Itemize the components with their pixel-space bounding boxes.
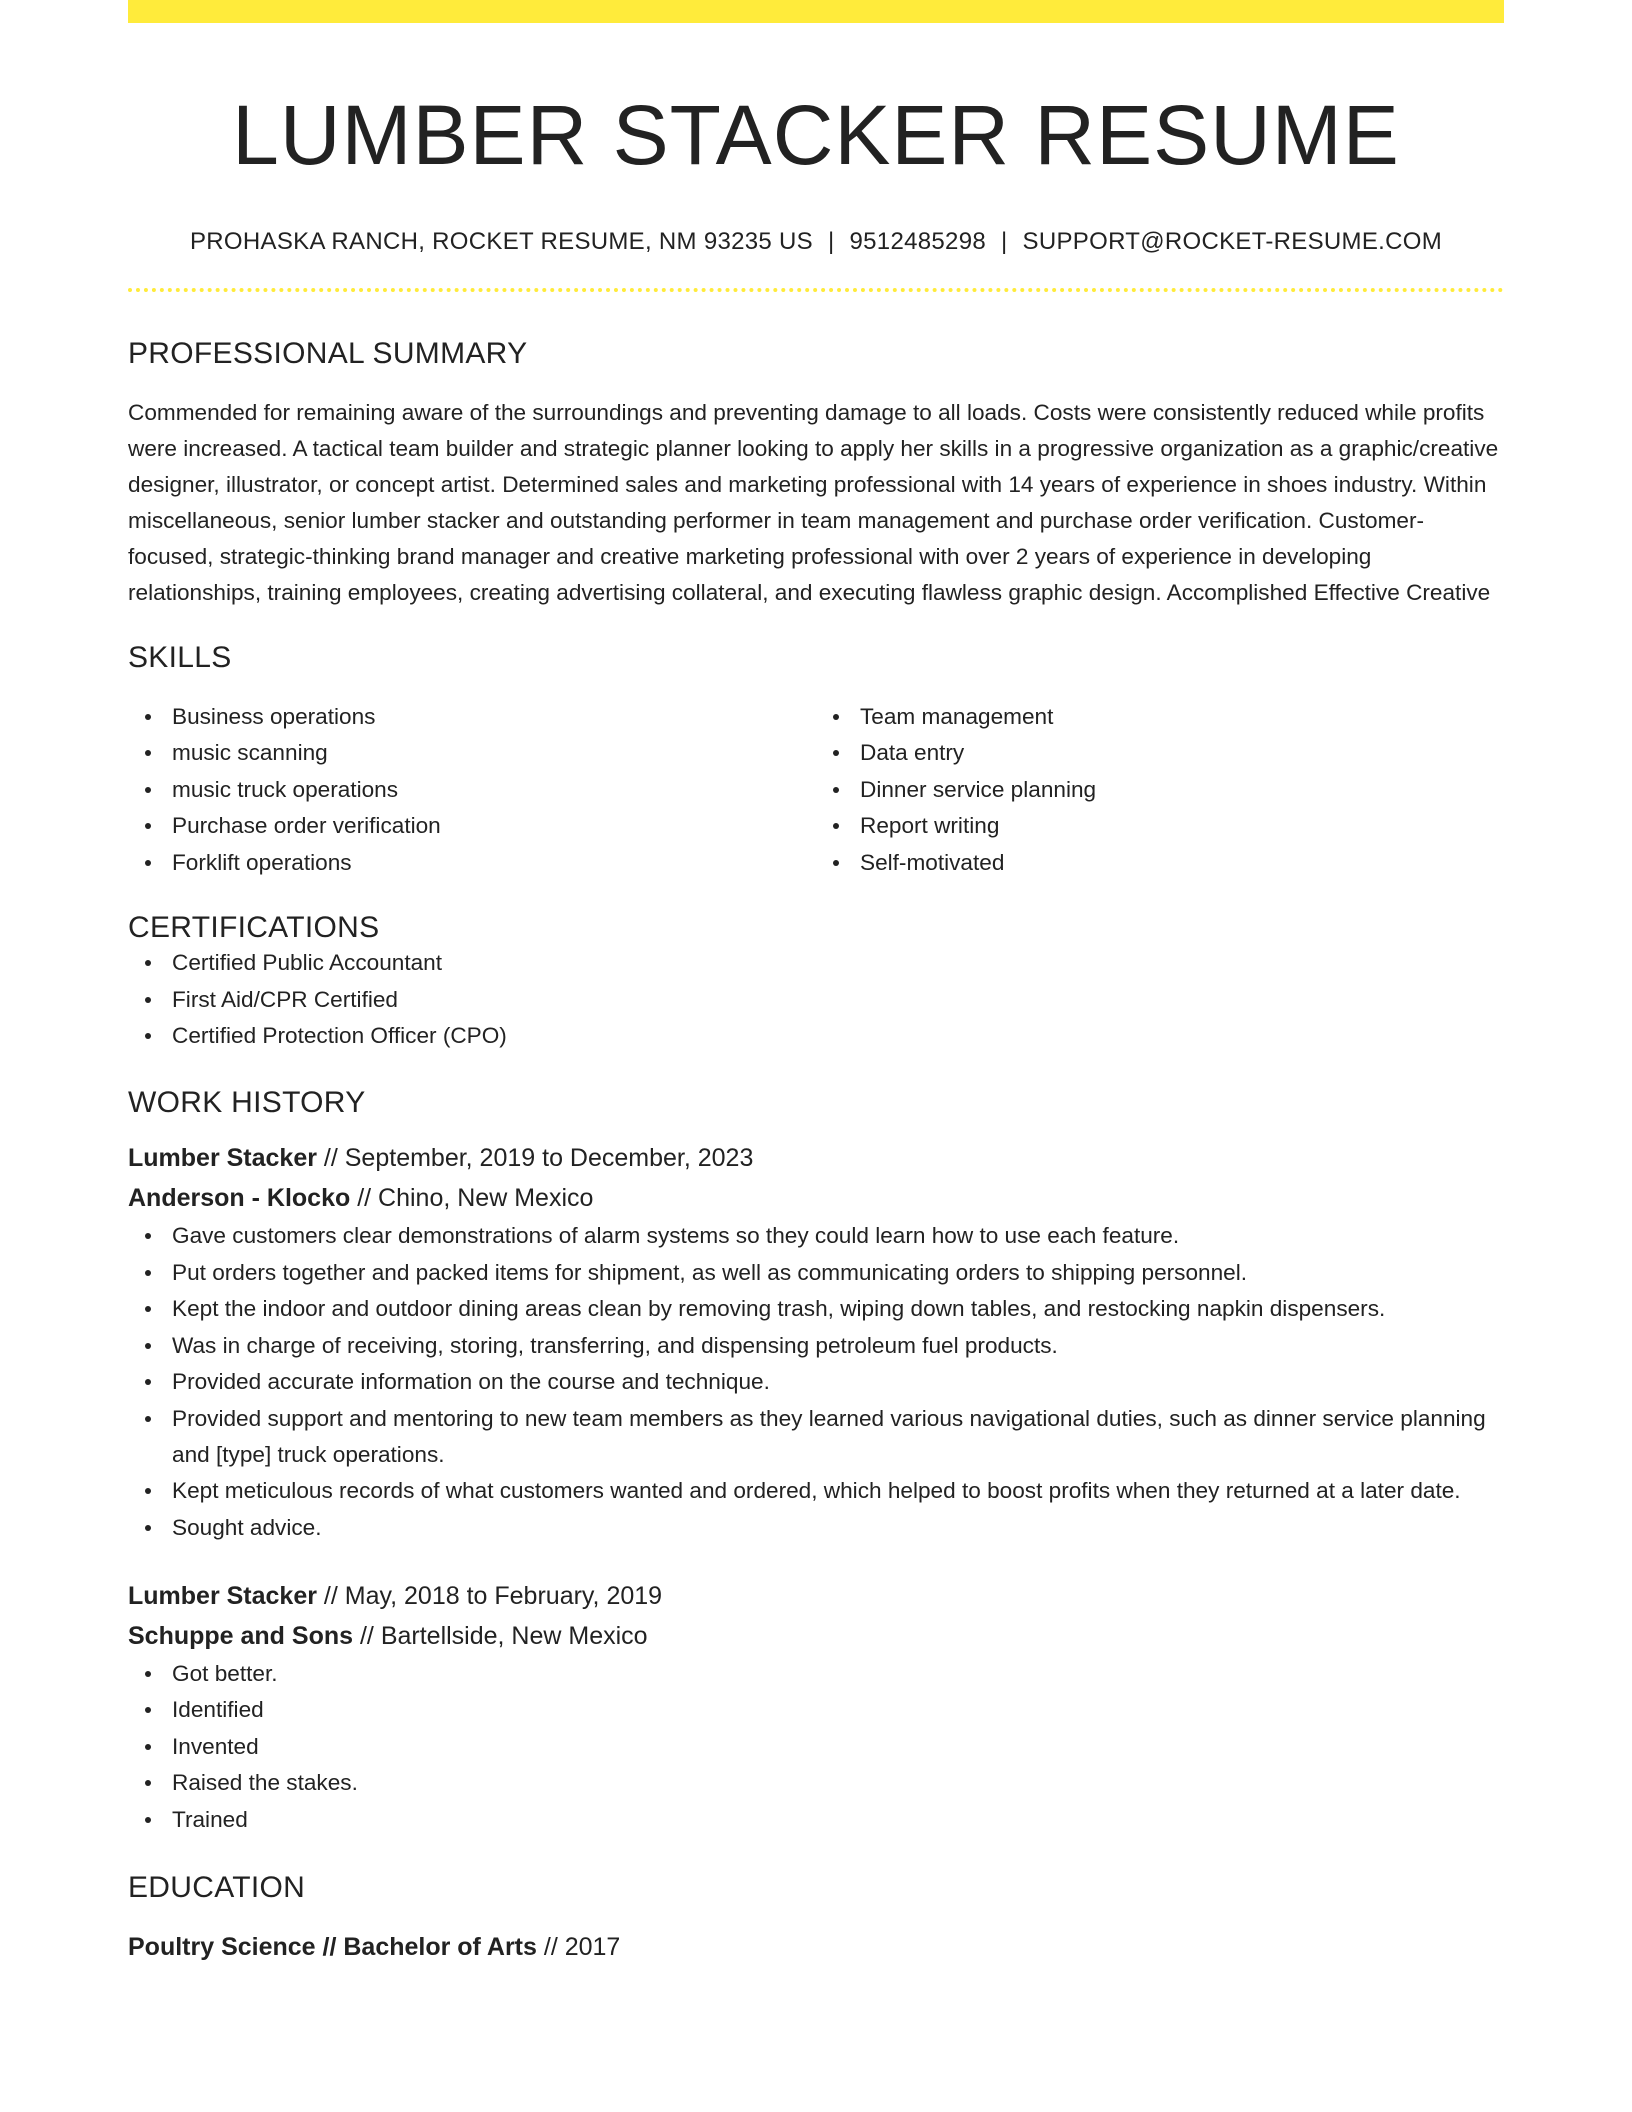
skill-item: Team management [816,699,1504,735]
skills-columns [128,699,1504,882]
skill-item: music truck operations [128,772,816,808]
resume-title: LUMBER STACKER RESUME [232,88,1400,182]
job-dates: // May, 2018 to February, 2019 [323,1581,663,1610]
job-duty: Raised the stakes. [128,1765,1504,1801]
dotted-divider [128,288,1504,292]
job-location: // Bartellside, New Mexico [359,1621,648,1650]
job-duty: Trained [128,1802,1504,1838]
job-duty: Invented [128,1729,1504,1765]
work-history-heading: WORK HISTORY [128,1086,366,1120]
email: SUPPORT@ROCKET-RESUME.COM [1022,227,1443,255]
summary-text: Commended for remaining aware of the surroundings and preventing damage to all loads. Costs were consistently reduced while profits were increased. A tactical team builder and strategic planner looking to apply her skills in a progressive organization as a graphic/creative designer, illustrator, or concept artist. Determined sales and marketing professional with 14 years of experience in shoes industry. Within miscellaneous, senior lumber stacker and outstanding performer in team management and purchase order verification. Customer-focused, strategic-thinking brand manager and creative marketing professional with over 2 years of experience in developing relationships, training employees, creating advertising collateral, and executing flawless graphic design. Accomplished Effective Creative [128,399,1499,605]
education-heading: EDUCATION [128,1870,306,1904]
job-duty: Provided accurate information on the course and technique. [128,1364,1504,1400]
education-line [128,1927,1504,1967]
certification-item: First Aid/CPR Certified [128,982,1504,1018]
job-duty: Identified [128,1692,1504,1728]
job-duty: Kept meticulous records of what customers wanted and ordered, which helped to boost profits when they returned at a later date. [128,1473,1504,1509]
job-company: Schuppe and Sons [128,1621,354,1650]
contact-line [128,228,1504,256]
job-duty: Put orders together and packed items for shipment, as well as communicating orders to shipping personnel. [128,1255,1504,1291]
education-degree: Poultry Science // Bachelor of Arts [128,1932,537,1961]
certification-item: Certified Protection Officer (CPO) [128,1018,1504,1054]
skill-item: Business operations [128,699,816,735]
job-duty: Sought advice. [128,1510,1504,1546]
job-company-line [128,1178,1504,1218]
phone: 9512485298 [849,227,986,255]
certification-item: Certified Public Accountant [128,945,1504,981]
skill-item: Report writing [816,808,1504,844]
job-title: Lumber Stacker [128,1581,317,1610]
resume-page [128,0,1504,1967]
skills-heading: SKILLS [128,640,232,674]
job-duty: Gave customers clear demonstrations of alarm systems so they could learn how to use each feature. [128,1218,1504,1254]
address: PROHASKA RANCH, ROCKET RESUME, NM 93235 US [189,227,813,255]
job-title-line [128,1576,1504,1616]
skill-item: Purchase order verification [128,808,816,844]
skills-left-list [128,699,816,882]
job-company: Anderson - Klocko [128,1184,351,1213]
separator: | [1001,227,1008,255]
skills-right-list [816,699,1504,882]
job-duties-list [128,1656,1504,1838]
certifications-heading: CERTIFICATIONS [128,911,380,945]
summary-heading: PROFESSIONAL SUMMARY [128,336,528,370]
skill-item: Data entry [816,735,1504,771]
job-location: // Chino, New Mexico [357,1184,594,1213]
separator: | [827,227,835,255]
job-company-line [128,1616,1504,1656]
job-dates: // September, 2019 to December, 2023 [323,1144,754,1173]
job-duty: Provided support and mentoring to new team members as they learned various navigational duties, such as dinner service planning and [type] truck operations. [128,1401,1504,1473]
skill-item: Dinner service planning [816,772,1504,808]
job-duty: Got better. [128,1656,1504,1692]
job-duties-list [128,1218,1504,1546]
job-duty: Was in charge of receiving, storing, transferring, and dispensing petroleum fuel products. [128,1328,1504,1364]
education-year: // 2017 [543,1932,621,1961]
skill-item: Forklift operations [128,845,816,881]
job-duty: Kept the indoor and outdoor dining areas clean by removing trash, wiping down tables, and restocking napkin dispensers. [128,1291,1504,1327]
skill-item: music scanning [128,735,816,771]
skill-item: Self-motivated [816,845,1504,881]
certifications-list [128,945,1504,1054]
job-title: Lumber Stacker [128,1144,317,1173]
job-title-line [128,1138,1504,1178]
top-accent-bar [128,0,1504,23]
